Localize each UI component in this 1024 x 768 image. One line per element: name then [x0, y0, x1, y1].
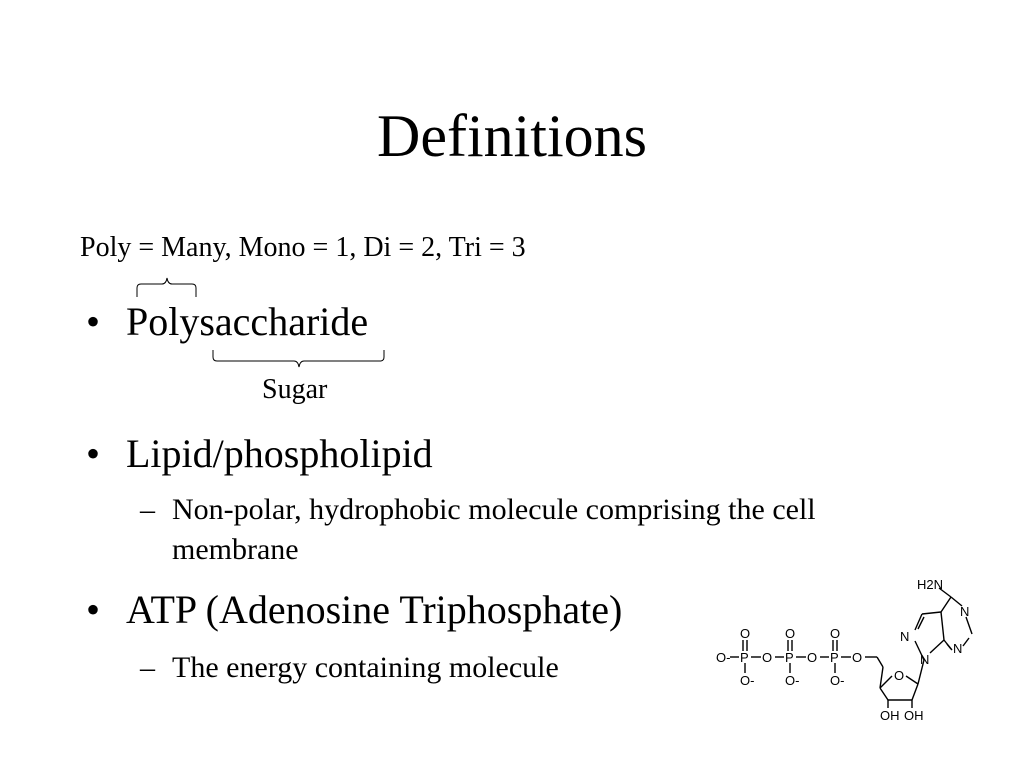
sub-bullet-lipid-line1: Non-polar, hydrophobic molecule comprising the cell [172, 493, 816, 526]
atp-anion-1: O- [740, 673, 755, 688]
atp-nitrogen-7: N [900, 629, 910, 644]
sugar-label: Sugar [262, 374, 328, 405]
bullet-atp: ATP (Adenosine Triphosphate) [126, 587, 623, 632]
bullet-lipid: Lipid/phospholipid [126, 431, 433, 476]
bullet-marker: • [86, 431, 101, 476]
atp-bridge-oxygen-1: O [762, 650, 773, 665]
atp-oxygen-1: O [740, 626, 751, 641]
atp-amine: H2N [917, 577, 944, 592]
atp-hydroxyl-1: OH [880, 708, 900, 723]
sub-bullet-dash: – [140, 651, 155, 684]
sub-bullet-lipid-line2: membrane [172, 533, 299, 566]
slide-title: Definitions [377, 103, 647, 169]
atp-anion-left: O- [716, 650, 731, 665]
atp-bridge-oxygen-3: O [852, 650, 863, 665]
atp-phosphorus-1: P [740, 650, 749, 665]
atp-hydroxyl-2: OH [904, 708, 924, 723]
atp-nitrogen-9: N [920, 652, 930, 667]
bullet-marker: • [86, 299, 101, 344]
sub-bullet-atp-line1: The energy containing molecule [172, 651, 559, 684]
bullet-marker: • [86, 587, 101, 632]
atp-oxygen-3: O [830, 626, 841, 641]
atp-ring-oxygen: O [894, 668, 905, 683]
bullet-polysaccharide: Polysaccharide [126, 299, 369, 344]
atp-anion-2: O- [785, 673, 800, 688]
atp-oxygen-2: O [785, 626, 796, 641]
atp-phosphorus-2: P [785, 650, 794, 665]
atp-anion-3: O- [830, 673, 845, 688]
prefix-definitions: Poly = Many, Mono = 1, Di = 2, Tri = 3 [80, 232, 526, 263]
atp-phosphorus-3: P [830, 650, 839, 665]
atp-nitrogen-1: N [960, 604, 970, 619]
atp-nitrogen-3: N [953, 641, 963, 656]
sub-bullet-dash: – [140, 493, 155, 526]
atp-bridge-oxygen-2: O [807, 650, 818, 665]
